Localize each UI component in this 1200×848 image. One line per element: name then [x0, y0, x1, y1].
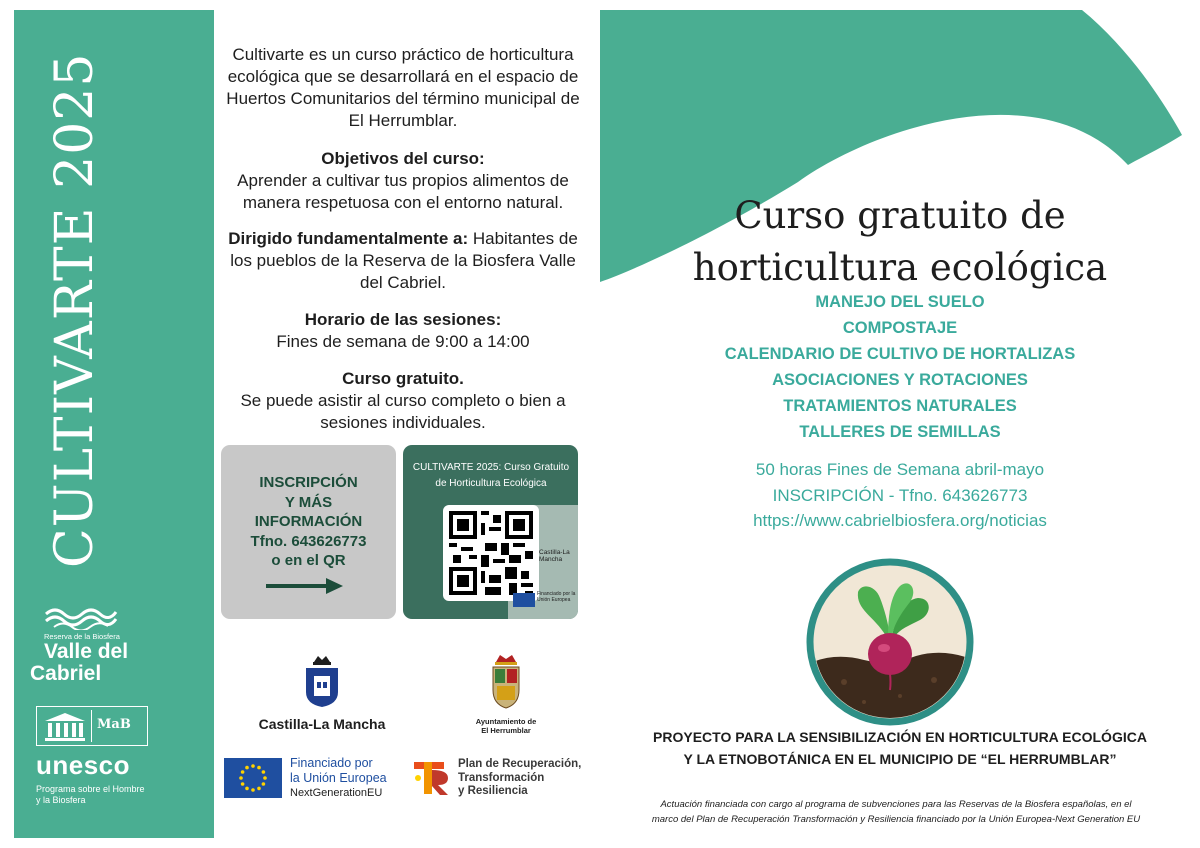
info-line: INFORMACIÓN	[254, 513, 363, 530]
funding-line2: marco del Plan de Recuperación Transformación y Resiliencia financiado por la Unión Europea-Next Generation EU	[651, 814, 1141, 825]
unesco-sub-line2: y la Biosfera	[36, 795, 86, 805]
topics-list	[640, 289, 1160, 445]
topic-item: CALENDARIO DE CULTIVO DE HORTALIZAS	[724, 345, 1076, 363]
ayuntamiento-line1: Ayuntamiento de	[475, 717, 537, 726]
mini-clm-label: Castilla-La Mancha	[539, 549, 570, 563]
mini-eu-label: Financiado por la Unión Europea	[537, 591, 576, 603]
qr-code-icon	[449, 511, 533, 595]
topic-item: ASOCIACIONES Y ROTACIONES	[772, 371, 1028, 389]
qr-card-title	[411, 460, 571, 492]
headline-line2: horticultura ecológica	[692, 246, 1108, 289]
website-link[interactable]: https://www.cabrielbiosfera.org/noticias	[753, 511, 1047, 530]
vertical-title: CULTIVARTE 2025	[45, 52, 105, 568]
prtr-line2: Transformación	[458, 771, 545, 784]
target-text: Habitantes de los pueblos de la Reserva de la Biosfera Valle del Cabriel.	[230, 229, 578, 292]
topic-item: TRATAMIENTOS NATURALES	[783, 397, 1017, 415]
eu-line1: Financiado por	[290, 756, 373, 770]
eu-funding-label	[290, 756, 387, 801]
eu-stars-icon	[224, 758, 282, 798]
objectives-heading: Objetivos del curso:	[321, 149, 485, 168]
project-title	[610, 726, 1190, 770]
qr-card	[403, 445, 578, 619]
mini-eu-flag	[513, 593, 535, 607]
qr-code[interactable]	[443, 505, 539, 601]
eu-flag	[224, 758, 282, 798]
course-intro: Cultivarte es un curso práctico de horticultura ecológica que se desarrollará en el espacio de Huertos Comunitarios del término municipal de El Herrumblar.	[226, 45, 580, 130]
info-line: Y MÁS	[284, 493, 333, 511]
biosphere-name-line2: Cabriel	[30, 662, 102, 685]
info-card	[221, 445, 396, 619]
prtr-logo-icon	[410, 758, 454, 798]
info-line: INSCRIPCIÓN	[259, 474, 358, 491]
unesco-mab-logo	[36, 706, 148, 746]
headline-line1: Curso gratuito de	[734, 194, 1066, 237]
coat-of-arms-icon	[488, 652, 524, 710]
project-line2: Y LA ETNOBOTÁNICA EN EL MUNICIPIO DE “EL HERRUMBLAR”	[683, 751, 1117, 767]
info-card-text	[221, 473, 396, 571]
project-line1: PROYECTO PARA LA SENSIBILIZACIÓN EN HORTICULTURA ECOLÓGICA	[653, 729, 1147, 745]
schedule-heading: Horario de las sesiones:	[304, 310, 502, 329]
unesco-word: unesco	[36, 750, 131, 780]
prtr-line1: Plan de Recuperación,	[458, 758, 582, 770]
topic-item: MANEJO DEL SUELO	[815, 293, 985, 311]
info-line: o en el QR	[271, 552, 346, 569]
free-block	[222, 368, 584, 434]
waves-icon	[44, 604, 118, 630]
topic-item: COMPOSTAJE	[842, 319, 958, 337]
target-heading: Dirigido fundamentalmente a:	[228, 229, 469, 248]
mab-label: MaB	[97, 717, 131, 732]
castle-crown-icon	[300, 652, 344, 708]
inscription-text: INSCRIPCIÓN - Tfno. 643626773	[772, 485, 1028, 505]
free-heading: Curso gratuito.	[342, 369, 464, 388]
ayuntamiento-label	[464, 717, 548, 735]
prtr-line3: y Resiliencia	[458, 785, 528, 797]
biosphere-logo	[30, 604, 160, 685]
unesco-sub-line1: Programa sobre el Hombre	[36, 784, 145, 794]
headline	[640, 190, 1160, 294]
prtr-label	[458, 758, 581, 799]
objectives-block	[222, 148, 584, 214]
unesco-subtitle	[36, 784, 166, 806]
biosphere-small-label: Reserva de la Biosfera	[44, 632, 120, 641]
funding-line1: Actuación financiada con cargo al programa de subvenciones para las Reservas de la Biosfera españolas, en el	[660, 799, 1132, 810]
ayuntamiento-line2: El Herrumblar	[481, 726, 531, 735]
qr-title-line1: CULTIVARTE 2025: Curso Gratuito	[412, 462, 570, 473]
course-details	[640, 457, 1160, 534]
funding-note	[600, 797, 1192, 827]
eu-line3: NextGenerationEU	[290, 787, 383, 799]
info-line: Tfno. 643626773	[250, 532, 367, 550]
free-text: Se puede asistir al curso completo o bien a sesiones individuales.	[240, 391, 566, 432]
clm-logo	[256, 652, 388, 732]
temple-icon	[43, 711, 87, 743]
topic-item: TALLERES DE SEMILLAS	[799, 423, 1001, 441]
radish-icon	[804, 556, 976, 728]
target-block	[222, 228, 584, 294]
objectives-text: Aprender a cultivar tus propios alimentos de manera respetuosa con el entorno natural.	[237, 171, 569, 212]
biosphere-name-line1: Valle del	[44, 640, 129, 663]
ayuntamiento-logo	[464, 652, 548, 735]
eu-line2: la Unión Europea	[290, 771, 387, 785]
clm-label: Castilla-La Mancha	[258, 716, 386, 732]
arrow-right-icon	[266, 577, 344, 595]
schedule-text: Fines de semana de 9:00 a 14:00	[276, 332, 530, 351]
hours-text: 50 horas Fines de Semana abril-mayo	[755, 460, 1045, 479]
schedule-block	[222, 309, 584, 353]
qr-title-line2: de Horticultura Ecológica	[435, 478, 547, 489]
